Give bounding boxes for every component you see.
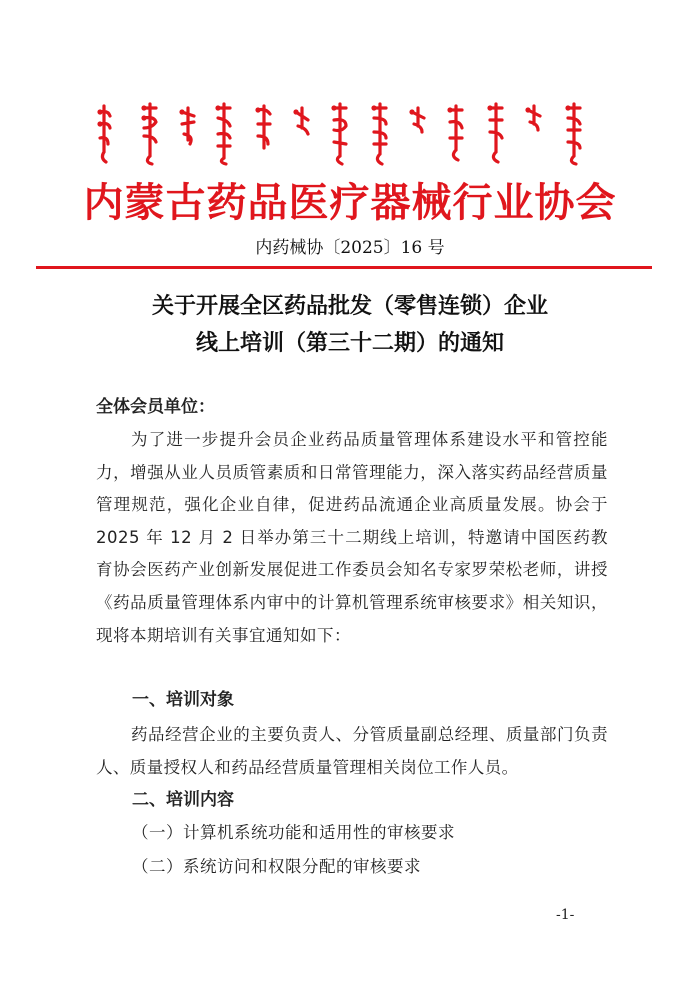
notice-title-line-2: 线上培训（第三十二期）的通知 bbox=[195, 330, 504, 356]
notice-title bbox=[0, 288, 700, 362]
section-heading-training-content: 二、培训内容 bbox=[132, 790, 234, 810]
training-content-item: （二）系统访问和权限分配的审核要求 bbox=[132, 857, 421, 876]
page-number: -1- bbox=[556, 907, 575, 923]
training-content-item: （一）计算机系统功能和适用性的审核要求 bbox=[132, 823, 455, 842]
intro-paragraph: 为了进一步提升会员企业药品质量管理体系建设水平和管控能力，增强从业人员质管素质和日常管理能力，深入落实药品经营质量管理规范，强化企业自律，促进药品流通企业高质量发展。协会于 2025 年 12 月 2 日举办第三十二期线上培训，特邀请中国医药教育协会医药产业创新发展促进工作委员会知名专家罗荣松老师，讲授《药品质量管理体系内审中的计算机管理系统审核要求》相关知识，现将本期培训有关事宜通知如下： bbox=[96, 430, 608, 645]
document-number: 内药械协〔2025〕16 号 bbox=[255, 238, 445, 258]
section-heading-training-audience: 一、培训对象 bbox=[132, 690, 234, 710]
training-audience-paragraph: 药品经营企业的主要负责人、分管质量副总经理、质量部门负责人、质量授权人和药品经营质量管理相关岗位工作人员。 bbox=[96, 725, 608, 777]
red-header-divider bbox=[36, 266, 652, 269]
notice-title-line-1: 关于开展全区药品批发（零售连锁）企业 bbox=[151, 293, 548, 319]
organization-title: 内蒙古药品医疗器械行业协会 bbox=[83, 179, 617, 226]
mongolian-script-org-name bbox=[96, 98, 608, 168]
mongolian-script-graphic bbox=[96, 98, 608, 168]
salutation: 全体会员单位： bbox=[96, 397, 215, 417]
